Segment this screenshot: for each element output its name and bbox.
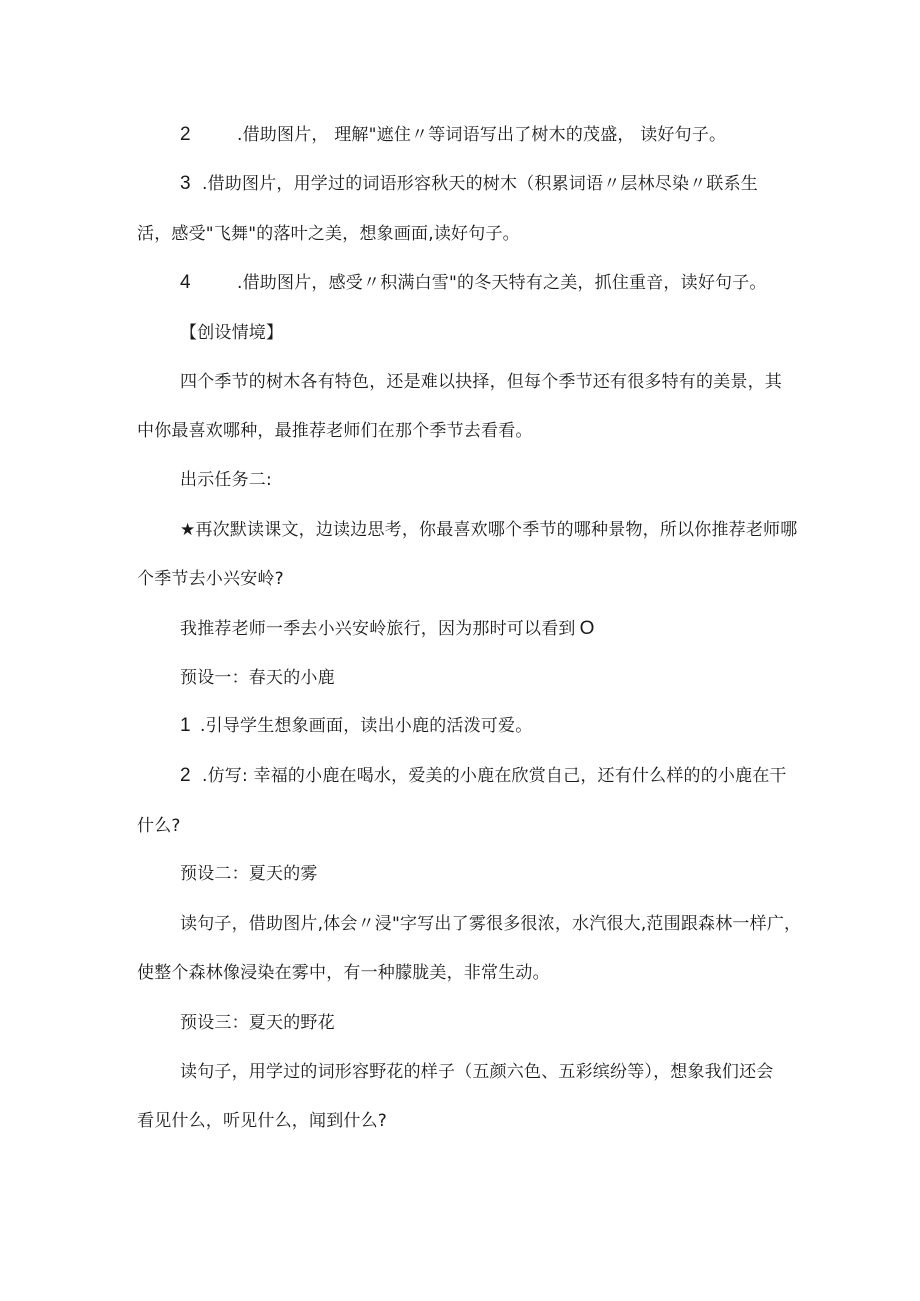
item-text: .引导学生想象画面，读出小鹿的活泼可爱。 <box>200 716 533 736</box>
list-item-2 <box>180 123 726 147</box>
paragraph-line: 看见什么，听见什么，闻到什么? <box>137 1111 388 1131</box>
paragraph-line: 读句子，用学过的词形容野花的样子（五颜六色、五彩缤纷等），想象我们还会 <box>180 1062 774 1082</box>
paragraph-line: 中你最喜欢哪种，最推荐老师们在那个季节去看看。 <box>137 421 533 441</box>
preset-heading: 预设二：夏天的雾 <box>180 864 318 884</box>
item-number: 2 <box>180 765 191 786</box>
list-item-1 <box>180 714 532 738</box>
item-number: 2 <box>180 124 191 145</box>
list-item-2 <box>180 764 787 788</box>
item-number: 3 <box>180 173 191 194</box>
sentence-tail: O <box>579 618 595 639</box>
paragraph-line: 什么? <box>137 816 181 836</box>
sentence-text: 我推荐老师一季去小兴安岭旅行，因为那时可以看到 <box>180 619 576 639</box>
task-heading: 出示任务二: <box>180 470 272 490</box>
paragraph-line <box>180 617 595 641</box>
paragraph-line: 读句子，借助图片,体会〃浸"字写出了雾很多很浓，水汽很大,范围跟森林一样广， <box>180 914 802 934</box>
item-number: 4 <box>180 272 191 293</box>
item-text: .仿写: 幸福的小鹿在喝水，爱美的小鹿在欣赏自己，还有什么样的的小鹿在干 <box>202 766 787 786</box>
item-text: .借助图片，用学过的词语形容秋天的树木（积累词语〃层林尽染〃联系生 <box>202 174 759 194</box>
preset-heading: 预设一：春天的小鹿 <box>180 668 335 688</box>
paragraph-line: ★再次默读课文，边读边思考，你最喜欢哪个季节的哪种景物，所以你推荐老师哪 <box>180 520 798 540</box>
preset-heading: 预设三：夏天的野花 <box>180 1013 335 1033</box>
paragraph-line: 个季节去小兴安岭? <box>137 569 284 589</box>
section-heading: 【创设情境】 <box>180 323 284 343</box>
list-item-4 <box>180 271 767 295</box>
paragraph-line: 活，感受"飞舞"的落叶之美，想象画面,读好句子。 <box>137 224 520 244</box>
paragraph-line: 四个季节的树木各有特色，还是难以抉择，但每个季节还有很多特有的美景，其 <box>180 372 782 392</box>
paragraph-line: 使整个森林像浸染在雾中，有一种朦胧美，非常生动。 <box>137 963 550 983</box>
item-number: 1 <box>180 715 191 736</box>
list-item-3 <box>180 172 758 196</box>
item-text: .借助图片， 理解"遮住〃等词语写出了树木的茂盛， 读好句子。 <box>237 125 727 145</box>
item-text: .借助图片，感受〃积满白雪"的冬天特有之美，抓住重音，读好句子。 <box>237 273 767 293</box>
